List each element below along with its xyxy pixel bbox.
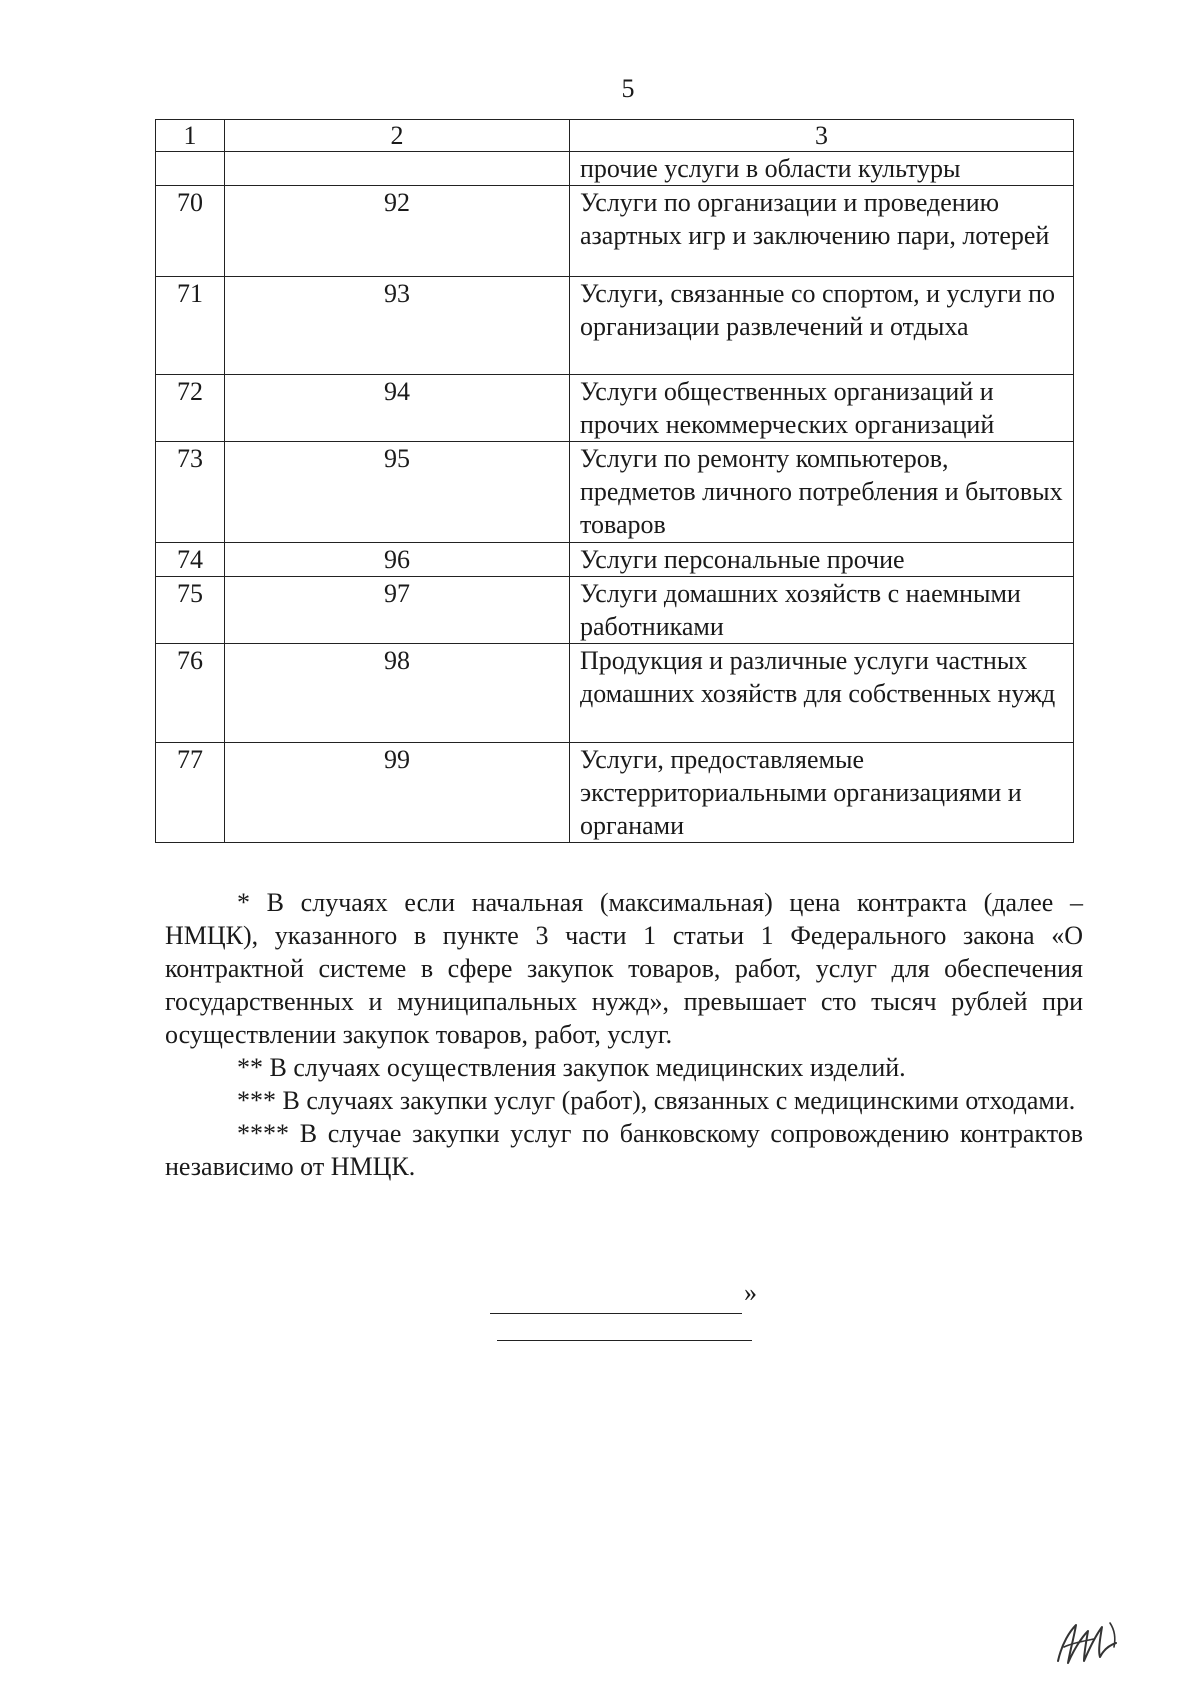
row-code: 93 <box>225 277 570 375</box>
footnote-2: ** В случаях осуществления закупок медицинских изделий. <box>237 1053 906 1082</box>
row-number: 70 <box>156 186 225 277</box>
row-code: 98 <box>225 644 570 743</box>
table-row <box>156 577 1074 644</box>
header-cell-3: 3 <box>570 120 1074 152</box>
footnotes <box>165 886 1083 1183</box>
row-number: 77 <box>156 743 225 843</box>
table-row <box>156 375 1074 442</box>
row-number: 76 <box>156 644 225 743</box>
header-cell-2: 2 <box>225 120 570 152</box>
row-number: 71 <box>156 277 225 375</box>
row-code: 94 <box>225 375 570 442</box>
table-header-row <box>156 120 1074 152</box>
row-description: Услуги по организации и проведению азартных игр и заключению пари, лотерей <box>570 186 1074 277</box>
row-number: 75 <box>156 577 225 644</box>
closing-underline-second <box>497 1312 752 1341</box>
row-description: Услуги домашних хозяйств с наемными работниками <box>570 577 1074 644</box>
table-row <box>156 152 1074 186</box>
row-code <box>225 152 570 186</box>
signature-icon <box>1040 1603 1130 1678</box>
row-code: 92 <box>225 186 570 277</box>
footnote-4: **** В случае закупки услуг по банковскому сопровождению контрактов независимо от НМЦК. <box>165 1119 1083 1181</box>
classification-table <box>155 119 1074 843</box>
row-number: 74 <box>156 543 225 577</box>
row-description: Услуги по ремонту компьютеров, предметов личного потребления и бытовых товаров <box>570 442 1074 543</box>
row-description: Продукция и различные услуги частных домашних хозяйств для собственных нужд <box>570 644 1074 743</box>
row-code: 96 <box>225 543 570 577</box>
closing-quote: » <box>744 1278 757 1307</box>
row-number: 73 <box>156 442 225 543</box>
table-row <box>156 442 1074 543</box>
table-row <box>156 186 1074 277</box>
row-description: Услуги, предоставляемые экстерриториальными организациями и органами <box>570 743 1074 843</box>
table-row <box>156 543 1074 577</box>
row-description: Услуги персональные прочие <box>570 543 1074 577</box>
table-row <box>156 277 1074 375</box>
row-code: 97 <box>225 577 570 644</box>
row-code: 99 <box>225 743 570 843</box>
closing-underline <box>490 1285 742 1314</box>
row-description: Услуги общественных организаций и прочих некоммерческих организаций <box>570 375 1074 442</box>
table-row <box>156 644 1074 743</box>
header-cell-1: 1 <box>156 120 225 152</box>
row-description: Услуги, связанные со спортом, и услуги по организации развлечений и отдыха <box>570 277 1074 375</box>
page-number: 5 <box>621 74 635 103</box>
footnote-3: *** В случаях закупки услуг (работ), связанных с медицинскими отходами. <box>237 1086 1076 1115</box>
row-number <box>156 152 225 186</box>
row-description: прочие услуги в области культуры <box>570 152 1074 186</box>
footnote-1: * В случаях если начальная (максимальная) цена контракта (далее – НМЦК), указанного в пункте 3 части 1 статьи 1 Федерального закона «О контрактной системе в сфере закупок товаров, работ, услуг для обеспечения государственных и муниципальных нужд», превышает сто тысяч рублей при осуществлении закупок товаров, работ, услуг. <box>165 888 1083 1049</box>
row-code: 95 <box>225 442 570 543</box>
table-row <box>156 743 1074 843</box>
row-number: 72 <box>156 375 225 442</box>
